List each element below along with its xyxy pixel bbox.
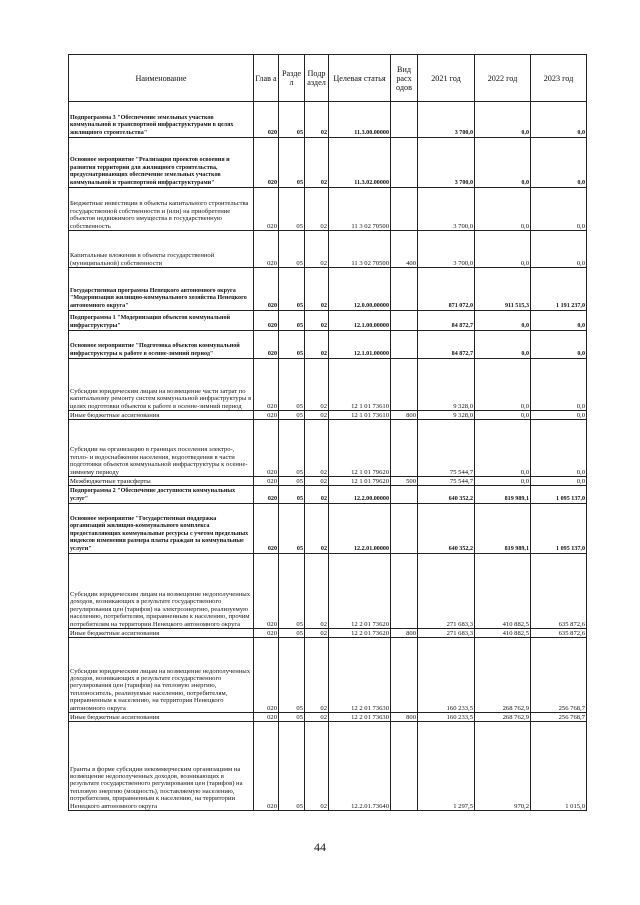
row-glava: 020 bbox=[254, 504, 279, 554]
row-value-2023: 635 872,6 bbox=[531, 554, 587, 629]
row-value-2021: 3 700,0 bbox=[418, 231, 475, 268]
row-expense-type bbox=[391, 638, 418, 713]
row-target-article: 12.0.00.00000 bbox=[329, 268, 391, 311]
row-value-2022: 0,0 bbox=[475, 411, 531, 420]
row-razdel: 05 bbox=[279, 268, 305, 311]
budget-table bbox=[68, 54, 587, 811]
row-name: Субсидии юридическим лицам на возмещение недополученных доходов, возникающих в результате государственного регулирования цен (тарифов) на электроэнергию, реализуемую населению, потребителям, приравненным к населению, прочим потребителям на территории Ненецкого автономного округа bbox=[69, 554, 254, 629]
table-body bbox=[69, 102, 587, 811]
table-row bbox=[69, 722, 587, 811]
row-expense-type: 400 bbox=[391, 231, 418, 268]
row-value-2022: 970,2 bbox=[475, 722, 531, 811]
table-row bbox=[69, 188, 587, 231]
row-name: Межбюджетные трансферты bbox=[69, 477, 254, 486]
row-glava: 020 bbox=[254, 638, 279, 713]
row-value-2022: 0,0 bbox=[475, 102, 531, 138]
row-expense-type bbox=[391, 311, 418, 331]
row-value-2022: 0,0 bbox=[475, 138, 531, 188]
row-value-2022: 0,0 bbox=[475, 359, 531, 411]
row-value-2022: 0,0 bbox=[475, 311, 531, 331]
row-value-2023: 0,0 bbox=[531, 477, 587, 486]
row-value-2022: 819 989,1 bbox=[475, 486, 531, 504]
row-razdel: 05 bbox=[279, 629, 305, 638]
row-target-article: 12.2.00.00000 bbox=[329, 486, 391, 504]
header-year-2021: 2021 год bbox=[418, 55, 475, 102]
row-razdel: 05 bbox=[279, 231, 305, 268]
row-value-2022: 819 989,1 bbox=[475, 504, 531, 554]
row-razdel: 05 bbox=[279, 713, 305, 722]
row-target-article: 12 1 01 79620 bbox=[329, 477, 391, 486]
row-value-2023: 0,0 bbox=[531, 411, 587, 420]
row-value-2022: 911 515,3 bbox=[475, 268, 531, 311]
row-value-2023: 1 095 137,0 bbox=[531, 486, 587, 504]
row-value-2023: 0,0 bbox=[531, 102, 587, 138]
row-target-article: 12 2 01 73620 bbox=[329, 629, 391, 638]
row-value-2023: 0,0 bbox=[531, 331, 587, 359]
row-value-2021: 271 683,3 bbox=[418, 554, 475, 629]
row-name: Иные бюджетные ассигнования bbox=[69, 411, 254, 420]
row-target-article: 11.3.02.00000 bbox=[329, 138, 391, 188]
row-razdel: 05 bbox=[279, 331, 305, 359]
row-expense-type bbox=[391, 138, 418, 188]
row-value-2021: 9 328,0 bbox=[418, 411, 475, 420]
row-glava: 020 bbox=[254, 331, 279, 359]
row-value-2021: 84 872,7 bbox=[418, 331, 475, 359]
table-row bbox=[69, 477, 587, 486]
row-podrazdel: 02 bbox=[305, 231, 329, 268]
header-razdel: Разде л bbox=[279, 55, 305, 102]
header-name: Наименование bbox=[69, 55, 254, 102]
table-row bbox=[69, 311, 587, 331]
row-glava: 020 bbox=[254, 713, 279, 722]
row-value-2023: 0,0 bbox=[531, 231, 587, 268]
row-name: Основное мероприятие "Государственная поддержка организаций жилищно-коммунального комплекса предоставляющих коммунальные ресурсы с учетом предельных индексов изменения размера платы граждан за коммунальные услуги" bbox=[69, 504, 254, 554]
row-glava: 020 bbox=[254, 477, 279, 486]
row-value-2021: 871 072,0 bbox=[418, 268, 475, 311]
row-expense-type bbox=[391, 504, 418, 554]
row-razdel: 05 bbox=[279, 102, 305, 138]
table-row bbox=[69, 359, 587, 411]
row-podrazdel: 02 bbox=[305, 359, 329, 411]
row-value-2023: 256 768,7 bbox=[531, 713, 587, 722]
row-value-2022: 410 882,5 bbox=[475, 629, 531, 638]
row-value-2023: 0,0 bbox=[531, 420, 587, 477]
row-expense-type bbox=[391, 486, 418, 504]
row-name: Основное мероприятие "Реализация проектов освоения и развития территории для жилищного строительства, предусматривающих обеспечение земельных участков коммунальной и транспортной инфраструктурами" bbox=[69, 138, 254, 188]
row-glava: 020 bbox=[254, 188, 279, 231]
row-value-2023: 0,0 bbox=[531, 188, 587, 231]
row-razdel: 05 bbox=[279, 188, 305, 231]
row-expense-type bbox=[391, 268, 418, 311]
row-value-2023: 1 095 137,0 bbox=[531, 504, 587, 554]
row-value-2022: 0,0 bbox=[475, 188, 531, 231]
row-podrazdel: 02 bbox=[305, 420, 329, 477]
row-name: Подпрограмма 1 "Модернизация объектов коммунальной инфраструктуры" bbox=[69, 311, 254, 331]
row-value-2023: 635 872,6 bbox=[531, 629, 587, 638]
row-value-2023: 256 768,7 bbox=[531, 638, 587, 713]
row-razdel: 05 bbox=[279, 138, 305, 188]
row-podrazdel: 02 bbox=[305, 713, 329, 722]
page-number: 44 bbox=[314, 840, 326, 854]
row-name: Подпрограмма 3 "Обеспечение земельных участков коммунальной и транспортной инфраструктурами в целях жилищного строительства" bbox=[69, 102, 254, 138]
row-target-article: 12 1 01 79620 bbox=[329, 420, 391, 477]
header-year-2023: 2023 год bbox=[531, 55, 587, 102]
row-name: Государственная программа Ненецкого автономного округа "Модернизация жилищно-коммунального хозяйства Ненецкого автономного округа" bbox=[69, 268, 254, 311]
row-razdel: 05 bbox=[279, 477, 305, 486]
row-value-2023: 0,0 bbox=[531, 138, 587, 188]
row-podrazdel: 02 bbox=[305, 138, 329, 188]
row-value-2022: 0,0 bbox=[475, 477, 531, 486]
row-expense-type bbox=[391, 359, 418, 411]
row-razdel: 05 bbox=[279, 722, 305, 811]
row-target-article: 12 2 01 73620 bbox=[329, 554, 391, 629]
row-value-2023: 1 191 237,0 bbox=[531, 268, 587, 311]
row-expense-type: 800 bbox=[391, 713, 418, 722]
row-podrazdel: 02 bbox=[305, 638, 329, 713]
row-value-2021: 75 544,7 bbox=[418, 477, 475, 486]
row-glava: 020 bbox=[254, 411, 279, 420]
row-value-2023: 0,0 bbox=[531, 359, 587, 411]
row-name: Подпрограмма 2 "Обеспечение доступности коммунальных услуг" bbox=[69, 486, 254, 504]
row-razdel: 05 bbox=[279, 486, 305, 504]
row-expense-type bbox=[391, 331, 418, 359]
row-podrazdel: 02 bbox=[305, 188, 329, 231]
row-target-article: 12.2.01.00000 bbox=[329, 504, 391, 554]
row-name: Субсидии юридическим лицам на возмещение части затрат по капитальному ремонту систем коммунальной инфраструктуры в целях подготовки объектов к работе в осенне-зимний период bbox=[69, 359, 254, 411]
table-row bbox=[69, 638, 587, 713]
row-podrazdel: 02 bbox=[305, 554, 329, 629]
table-row bbox=[69, 102, 587, 138]
row-value-2021: 3 700,0 bbox=[418, 188, 475, 231]
row-target-article: 11.3.00.00000 bbox=[329, 102, 391, 138]
row-name: Основное мероприятие "Подготовка объектов коммунальной инфраструктуры к работе в осенне-зимний период" bbox=[69, 331, 254, 359]
header-glava: Глав а bbox=[254, 55, 279, 102]
row-glava: 020 bbox=[254, 311, 279, 331]
row-target-article: 12 1 01 73610 bbox=[329, 359, 391, 411]
row-value-2021: 3 700,0 bbox=[418, 102, 475, 138]
row-glava: 020 bbox=[254, 554, 279, 629]
row-glava: 020 bbox=[254, 420, 279, 477]
row-name: Капитальные вложения в объекты государственной (муниципальной) собственности bbox=[69, 231, 254, 268]
row-value-2023: 1 015,0 bbox=[531, 722, 587, 811]
table-row bbox=[69, 231, 587, 268]
table-row bbox=[69, 504, 587, 554]
row-podrazdel: 02 bbox=[305, 331, 329, 359]
row-razdel: 05 bbox=[279, 504, 305, 554]
row-target-article: 12 2 01 73630 bbox=[329, 713, 391, 722]
row-value-2022: 410 882,5 bbox=[475, 554, 531, 629]
row-podrazdel: 02 bbox=[305, 102, 329, 138]
row-expense-type bbox=[391, 102, 418, 138]
table-row bbox=[69, 138, 587, 188]
row-value-2021: 3 700,0 bbox=[418, 138, 475, 188]
row-value-2022: 0,0 bbox=[475, 420, 531, 477]
table-row bbox=[69, 713, 587, 722]
row-target-article: 11 3 02 70500 bbox=[329, 231, 391, 268]
row-podrazdel: 02 bbox=[305, 722, 329, 811]
row-razdel: 05 bbox=[279, 420, 305, 477]
row-target-article: 12.1.01.00000 bbox=[329, 331, 391, 359]
row-value-2022: 0,0 bbox=[475, 231, 531, 268]
row-expense-type bbox=[391, 722, 418, 811]
table-row bbox=[69, 268, 587, 311]
table-row bbox=[69, 486, 587, 504]
header-expense-type: Вид расх одов bbox=[391, 55, 418, 102]
table-header-row bbox=[69, 55, 587, 102]
row-razdel: 05 bbox=[279, 554, 305, 629]
table-row bbox=[69, 629, 587, 638]
table-row bbox=[69, 420, 587, 477]
row-value-2021: 640 352,2 bbox=[418, 486, 475, 504]
row-glava: 020 bbox=[254, 231, 279, 268]
row-value-2022: 0,0 bbox=[475, 331, 531, 359]
row-expense-type bbox=[391, 188, 418, 231]
row-podrazdel: 02 bbox=[305, 477, 329, 486]
row-name: Иные бюджетные ассигнования bbox=[69, 629, 254, 638]
row-name: Бюджетные инвестиции в объекты капитального строительства государственной собственности и (или) на приобретение объектов недвижимого имущества в государственную собственность bbox=[69, 188, 254, 231]
row-target-article: 12 1 01 73610 bbox=[329, 411, 391, 420]
row-podrazdel: 02 bbox=[305, 629, 329, 638]
row-target-article: 11 3 02 70500 bbox=[329, 188, 391, 231]
row-name: Субсидии на организацию в границах поселения электро-, тепло- и водоснабжения населения, водоотведения в части подготовки объектов коммунальной инфраструктуры к осенне-зимнему периоду bbox=[69, 420, 254, 477]
row-name: Субсидии юридическим лицам на возмещение недополученных доходов, возникающих в результате государственного регулирования цен (тарифов) на тепловую энергию, теплоноситель, реализуемые населению, потребителям, приравненным к населению, на территория Ненецкого автономного округа bbox=[69, 638, 254, 713]
row-podrazdel: 02 bbox=[305, 486, 329, 504]
row-target-article: 12.1.00.00000 bbox=[329, 311, 391, 331]
row-podrazdel: 02 bbox=[305, 504, 329, 554]
row-glava: 020 bbox=[254, 138, 279, 188]
row-glava: 020 bbox=[254, 268, 279, 311]
row-podrazdel: 02 bbox=[305, 311, 329, 331]
header-podrazdel: Подр аздел bbox=[305, 55, 329, 102]
row-value-2022: 268 762,9 bbox=[475, 638, 531, 713]
row-razdel: 05 bbox=[279, 411, 305, 420]
row-name: Гранты в форме субсидии некоммерческим организациям на возмещение недополученных доходов, возникающих в результате государственного регулирования цен (тарифов) на тепловую энергию (мощность), поставляемую населению, потребителям, приравненным к населению, на территории Ненецкого автономного округа bbox=[69, 722, 254, 811]
row-expense-type bbox=[391, 554, 418, 629]
row-value-2021: 9 328,0 bbox=[418, 359, 475, 411]
row-razdel: 05 bbox=[279, 638, 305, 713]
row-glava: 020 bbox=[254, 722, 279, 811]
row-glava: 020 bbox=[254, 102, 279, 138]
row-value-2021: 75 544,7 bbox=[418, 420, 475, 477]
row-razdel: 05 bbox=[279, 311, 305, 331]
row-value-2021: 1 297,5 bbox=[418, 722, 475, 811]
table-row bbox=[69, 411, 587, 420]
row-value-2021: 271 683,3 bbox=[418, 629, 475, 638]
row-value-2021: 160 233,5 bbox=[418, 713, 475, 722]
row-expense-type: 500 bbox=[391, 477, 418, 486]
row-expense-type: 800 bbox=[391, 629, 418, 638]
row-target-article: 12 2 01 73630 bbox=[329, 638, 391, 713]
row-razdel: 05 bbox=[279, 359, 305, 411]
row-value-2022: 268 762,9 bbox=[475, 713, 531, 722]
header-target-article: Целевая статья bbox=[329, 55, 391, 102]
header-year-2022: 2022 год bbox=[475, 55, 531, 102]
table-row bbox=[69, 554, 587, 629]
row-podrazdel: 02 bbox=[305, 268, 329, 311]
row-target-article: 12.2.01.73640 bbox=[329, 722, 391, 811]
row-value-2021: 640 352,2 bbox=[418, 504, 475, 554]
row-value-2023: 0,0 bbox=[531, 311, 587, 331]
row-expense-type bbox=[391, 420, 418, 477]
row-value-2021: 84 872,7 bbox=[418, 311, 475, 331]
row-glava: 020 bbox=[254, 629, 279, 638]
row-glava: 020 bbox=[254, 359, 279, 411]
row-expense-type: 800 bbox=[391, 411, 418, 420]
row-glava: 020 bbox=[254, 486, 279, 504]
row-name: Иные бюджетные ассигнования bbox=[69, 713, 254, 722]
row-podrazdel: 02 bbox=[305, 411, 329, 420]
table-row bbox=[69, 331, 587, 359]
row-value-2021: 160 233,5 bbox=[418, 638, 475, 713]
